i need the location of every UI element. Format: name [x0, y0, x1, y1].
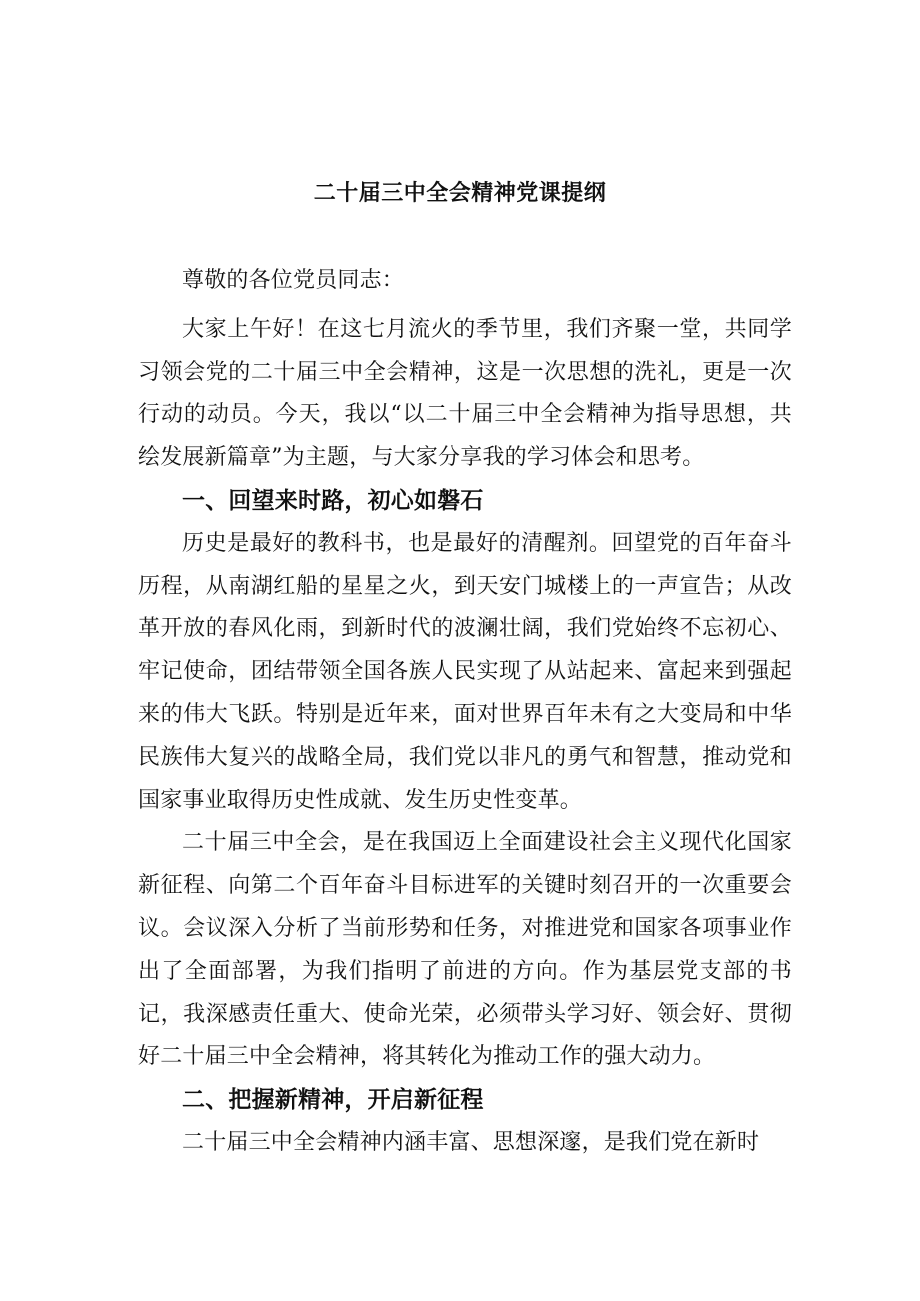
section-1-heading: 一、回望来时路，初心如磐石: [182, 487, 484, 514]
section-1-paragraph-2: 二十届三中全会，是在我国迈上全面建设社会主义现代化国家新征程、向第二个百年奋斗目标进军的关键时刻召开的一次重要会议。会议深入分析了当前形势和任务，对推进党和国家各项事业作出了全面部署，为我们指明了前进的方向。作为基层党支部的书记，我深感责任重大、使命光荣，必须带头学习好、领会好、贯彻好二十届三中全会精神，将其转化为推动工作的强大动力。: [138, 830, 792, 1070]
salutation: 尊敬的各位党员同志：: [182, 268, 405, 293]
document-title: 二十届三中全会精神党课提纲: [313, 181, 607, 206]
section-2-heading: 二、把握新精神，开启新征程: [182, 1087, 484, 1114]
section-2-paragraph-1: 二十届三中全会精神内涵丰富、思想深邃，是我们党在新时: [182, 1129, 760, 1155]
intro-paragraph: 大家上午好！在这七月流火的季节里，我们齐聚一堂，共同学习领会党的二十届三中全会精神，这是一次思想的洗礼，更是一次行动的动员。今天，我以“以二十届三中全会精神为指导思想，共绘发展新篇章”为主题，与大家分享我的学习体会和思考。: [138, 316, 792, 471]
document-body: [138, 260, 792, 1165]
section-1-paragraph-1: 历史是最好的教科书，也是最好的清醒剂。回望党的百年奋斗历程，从南湖红船的星星之火，到天安门城楼上的一声宣告；从改革开放的春风化雨，到新时代的波澜壮阔，我们党始终不忘初心、牢记使命，团结带领全国各族人民实现了从站起来、富起来到强起来的伟大飞跃。特别是近年来，面对世界百年未有之大变局和中华民族伟大复兴的战略全局，我们党以非凡的勇气和智慧，推动党和国家事业取得历史性成就、发生历史性变革。: [138, 530, 792, 813]
